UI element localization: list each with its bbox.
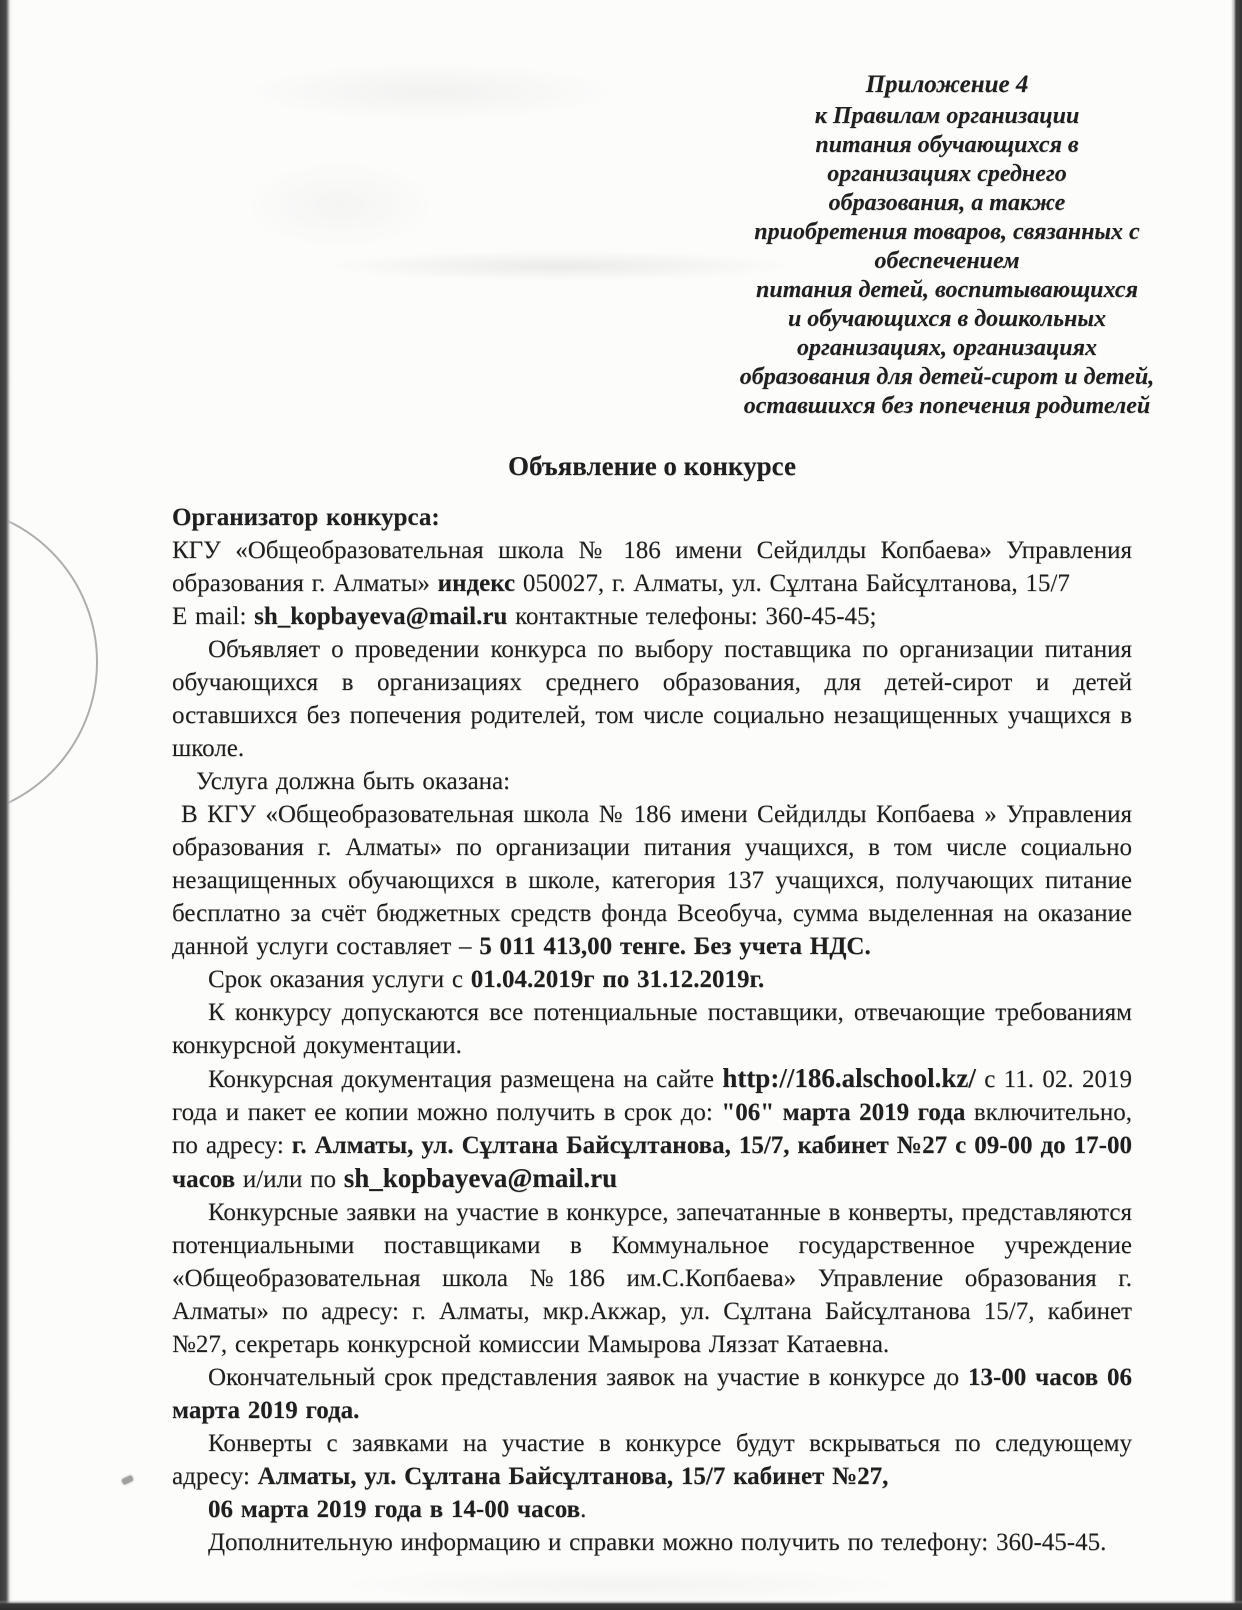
document-title: Объявление о конкурсе (508, 451, 796, 481)
paragraph (172, 996, 1132, 1062)
appendix-line: питания детей, воспитывающихся (756, 277, 1138, 303)
paragraph (172, 600, 1132, 633)
appendix-line: питания обучающихся в (815, 132, 1079, 158)
text-run: Услуга должна быть оказана: (196, 768, 511, 795)
paragraph (172, 1526, 1132, 1559)
opening-address: Алматы, ул. Сұлтана Байсұлтанова, 15/7 кабинет №27, (257, 1463, 889, 1490)
contact-phones: контактные телефоны: 360-45-45; (507, 603, 877, 630)
appendix-line: приобретения товаров, связанных с (754, 219, 1140, 245)
appendix-line: и обучающихся в дошкольных (787, 306, 1107, 332)
text-run: КГУ «Общеобразовательная школа № 186 имени Сейдилды Копбаева» Управления образования г. Алматы» (172, 537, 1132, 597)
paragraph (172, 501, 1132, 534)
submission-deadline: 13-00 часов 06 марта 2019 года. (172, 1364, 1132, 1424)
docs-deadline: "06" марта 2019 года (721, 1099, 966, 1126)
paragraph (172, 534, 1132, 600)
stray-pencil-mark (121, 1475, 134, 1485)
email-address: sh_kopbayeva@mail.ru (254, 603, 508, 630)
site-url: http://186.alschool.kz/ (722, 1063, 976, 1093)
appendix-line: обеспечением (874, 248, 1020, 274)
tender-amount: 5 011 413,00 тенге. Без учета НДС. (479, 933, 871, 960)
scanner-edge-right (1231, 0, 1242, 1610)
text-run: включительно, по адресу: (172, 1099, 1132, 1159)
email-address: sh_kopbayeva@mail.ru (343, 1163, 618, 1193)
text-run: и/или по (235, 1166, 344, 1193)
paragraph (172, 1427, 1132, 1493)
scanner-edge-left (0, 0, 13, 1610)
text-run: . (580, 1496, 587, 1523)
text-run: Окончательный срок представления заявок на участие в конкурсе до (208, 1364, 968, 1391)
paragraph (172, 765, 1132, 798)
document-body (172, 501, 1132, 1559)
appendix-line: организациях среднего (827, 161, 1067, 187)
organizer-label: Организатор конкурса: (172, 504, 440, 531)
paragraph (172, 1493, 1132, 1526)
appendix-line: организациях, организациях (797, 335, 1097, 361)
appendix-reference (712, 102, 1182, 421)
appendix-title: Приложение 4 (865, 71, 1029, 98)
opening-datetime: 06 марта 2019 года в 14-00 часов (208, 1496, 581, 1523)
appendix-block (712, 0, 1182, 421)
paragraph (172, 1361, 1132, 1427)
organizer-address: 050027, г. Алматы, ул. Сұлтана Байсұлтанова, 15/7 (515, 570, 1070, 597)
text-run: Срок оказания услуги с (208, 966, 471, 993)
appendix-line: оставшихся без попечения родителей (743, 393, 1151, 419)
appendix-line: к Правилам организации (814, 103, 1080, 129)
appendix-line: образования для детей-сирот и детей, (739, 364, 1155, 390)
page-curl-arc (0, 505, 98, 819)
text-run: E mail: (172, 603, 255, 630)
text-run: Конкурсные заявки на участие в конкурсе, запечатанные в конверты, представляются потенциальными поставщиками в Коммунальное государственное учреждение «Общеобразовательная школа №186 им.С.Копбаева» Управление образования г. Алматы» по адресу: г. Алматы, мкр.Акжар, ул. Сұлтана Байсұлтанова 15/7, кабинет №27, секретарь конкурсной комиссии Мамырова Ляззат Катаевна. (172, 1199, 1132, 1358)
text-run: Конкурсная документация размещена на сайте (208, 1066, 723, 1093)
paragraph (172, 633, 1132, 765)
text-run: К конкурсу допускаются все потенциальные поставщики, отвечающие требованиям конкурсной документации. (172, 999, 1132, 1059)
pickup-address: г. Алматы, ул. Сұлтана Байсұлтанова, 15/7, кабинет №27 с 09-00 до 17-00 часов (172, 1132, 1132, 1193)
paragraph (172, 963, 1132, 996)
text-run: Конверты с заявками на участие в конкурсе будут вскрываться по следующему адресу: (172, 1430, 1132, 1490)
document-content (172, 451, 1132, 1559)
paragraph (172, 1062, 1132, 1196)
text-run: с 11. 02. 2019 года и пакет ее копии можно получить в срок до: (172, 1066, 1132, 1126)
paragraph (172, 1196, 1132, 1361)
text-run: Объявляет о проведении конкурса по выбору поставщика по организации питания обучающихся в организациях среднего образования, для детей-сирот и детей оставшихся без попечения родителей, том числе социально незащищенных учащихся в школе. (172, 636, 1132, 762)
service-period: 01.04.2019г по 31.12.2019г. (470, 966, 765, 993)
paragraph (172, 798, 1132, 963)
text-run: индекс (437, 570, 516, 597)
text-run: В КГУ «Общеобразовательная школа № 186 имени Сейдилды Копбаева » Управления образования г. Алматы» по организации питания учащихся, в том числе социально незащищенных обучающихся в школе, категория 137 учащихся, получающих питание бесплатно за счёт бюджетных средств фонда Всеобуча, сумма выделенная на оказание данной услуги составляет – (172, 801, 1132, 960)
appendix-line: образования, а также (828, 190, 1066, 216)
info-phone: Дополнительную информацию и справки можно получить по телефону: 360-45-45. (208, 1529, 1107, 1556)
scanner-edge-bottom (0, 1600, 1242, 1610)
